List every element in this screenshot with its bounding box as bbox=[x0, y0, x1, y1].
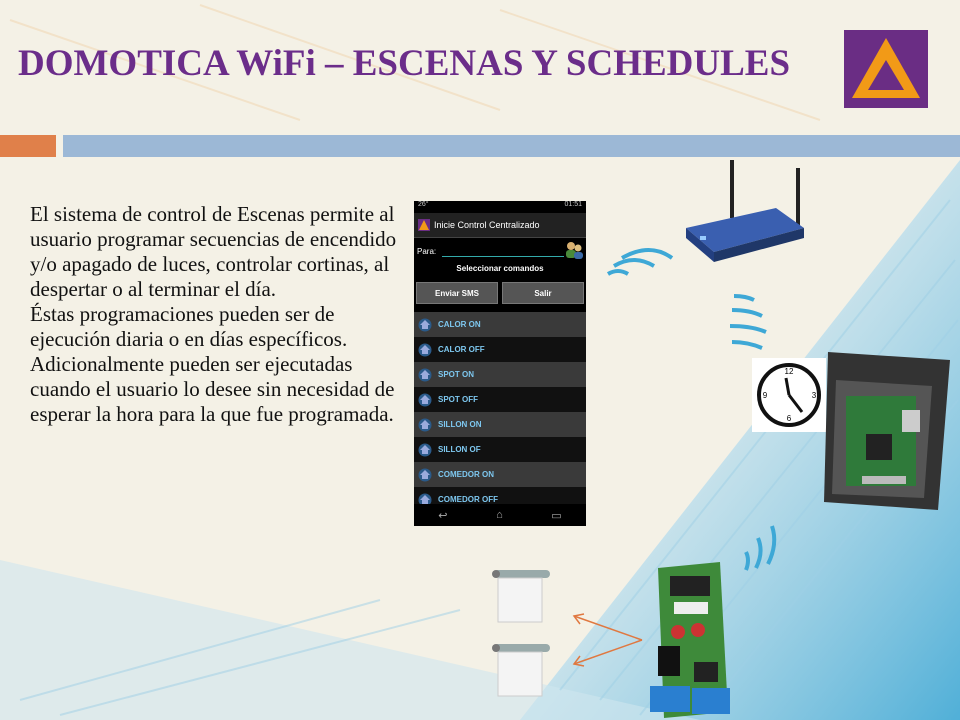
recents-icon[interactable]: ▭ bbox=[551, 509, 562, 522]
description-paragraph-1: El sistema de control de Escenas permite al usuario programar secuencias de encendido y/o apagado de luces, controlar cortinas, al despertar o al terminar el día. bbox=[30, 202, 397, 301]
clock-number: 9 bbox=[762, 391, 768, 400]
page-title: DOMOTICA WiFi – ESCENAS Y SCHEDULES bbox=[18, 43, 791, 84]
back-icon[interactable]: ↩ bbox=[438, 509, 448, 522]
command-label: COMEDOR ON bbox=[438, 470, 494, 479]
home-command-icon bbox=[418, 368, 432, 382]
app-logo-icon bbox=[418, 219, 430, 231]
wifi-signal-icon bbox=[740, 520, 796, 576]
home-command-icon bbox=[418, 418, 432, 432]
command-item[interactable] bbox=[414, 362, 586, 387]
window-blind-icon bbox=[492, 566, 552, 624]
command-list bbox=[414, 312, 586, 512]
recipient-input[interactable] bbox=[442, 256, 564, 257]
wifi-signal-icon bbox=[604, 240, 674, 280]
home-command-icon bbox=[418, 468, 432, 482]
exit-button[interactable]: Salir bbox=[502, 282, 584, 304]
contacts-icon[interactable] bbox=[564, 240, 584, 260]
command-label: CALOR ON bbox=[438, 320, 481, 329]
home-command-icon bbox=[418, 393, 432, 407]
description-text bbox=[30, 202, 408, 427]
command-label: SILLON ON bbox=[438, 420, 482, 429]
action-buttons bbox=[414, 282, 586, 304]
recipient-label: Para: bbox=[417, 246, 437, 256]
window-blind-icon bbox=[492, 640, 552, 698]
app-title: Inicie Control Centralizado bbox=[434, 220, 540, 230]
home-command-icon bbox=[418, 343, 432, 357]
select-commands-label: Seleccionar comandos bbox=[456, 264, 544, 273]
header-band-blue bbox=[63, 135, 960, 157]
recipient-row bbox=[414, 238, 586, 264]
app-bar bbox=[414, 213, 586, 238]
control-arrows bbox=[562, 608, 652, 672]
clock-icon bbox=[752, 358, 826, 432]
status-bar bbox=[414, 201, 586, 213]
command-label: SPOT ON bbox=[438, 370, 475, 379]
logo bbox=[844, 30, 928, 108]
header-band-orange bbox=[0, 135, 56, 157]
home-icon[interactable]: ⌂ bbox=[496, 509, 503, 521]
description-paragraph-2: Éstas programaciones pueden ser de ejecución diaria o en días específicos. Adicionalmente pueden ser ejecutadas cuando el usuario lo desee sin necesidad de esperar la hora para la que fue programada. bbox=[30, 302, 395, 426]
command-label: COMEDOR OFF bbox=[438, 495, 498, 504]
relay-board-icon bbox=[650, 562, 734, 720]
controller-box-icon bbox=[822, 350, 952, 516]
command-label: SILLON OF bbox=[438, 445, 481, 454]
clock-number: 6 bbox=[786, 414, 792, 423]
android-nav-bar bbox=[414, 504, 586, 526]
home-command-icon bbox=[418, 318, 432, 332]
command-item[interactable] bbox=[414, 412, 586, 437]
clock-number: 12 bbox=[784, 367, 794, 376]
command-item[interactable] bbox=[414, 312, 586, 337]
status-time: 01:51 bbox=[564, 201, 582, 208]
wifi-signal-icon bbox=[728, 290, 768, 356]
command-item[interactable] bbox=[414, 437, 586, 462]
send-sms-button[interactable]: Enviar SMS bbox=[416, 282, 498, 304]
command-label: SPOT OFF bbox=[438, 395, 478, 404]
command-label: CALOR OFF bbox=[438, 345, 485, 354]
status-temperature: 26° bbox=[418, 201, 429, 208]
clock-number: 3 bbox=[811, 391, 817, 400]
phone-screenshot bbox=[414, 201, 586, 526]
home-command-icon bbox=[418, 443, 432, 457]
command-item[interactable] bbox=[414, 337, 586, 362]
command-item[interactable] bbox=[414, 387, 586, 412]
command-item[interactable] bbox=[414, 462, 586, 487]
wifi-router-icon bbox=[680, 158, 808, 270]
